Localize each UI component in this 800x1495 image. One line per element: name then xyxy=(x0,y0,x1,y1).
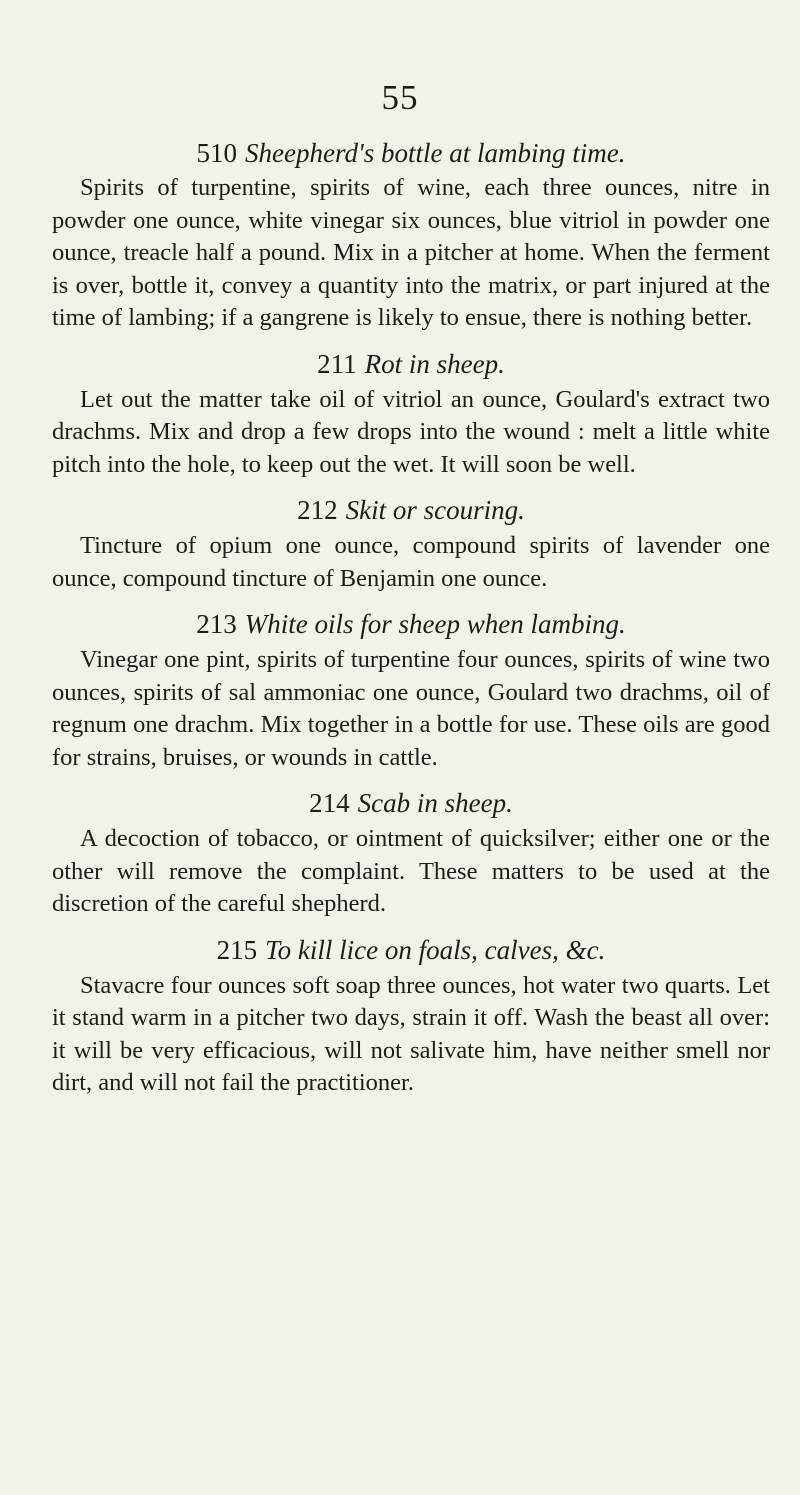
recipe-entry-215 xyxy=(52,933,770,1100)
recipe-entry-213 xyxy=(52,607,770,774)
recipe-body: Spirits of turpentine, spirits of wine, each three ounces, nitre in powder one ounce, white vinegar six ounces, blue vitriol in powder one ounce, treacle half a pound. Mix in a pitcher at home. When the ferment is over, bottle it, convey a quantity into the matrix, or part injured at the time of lambing; if a gangrene is likely to ensue, there is nothing better. xyxy=(52,174,770,331)
recipe-number: 212 xyxy=(297,495,338,525)
recipe-entry-212 xyxy=(52,493,770,595)
recipe-body: Vinegar one pint, spirits of turpentine four ounces, spirits of wine two ounces, spirits of sal ammoniac one ounce, Goulard two drachms, oil of regnum one drachm. Mix together in a bottle for use. These oils are good for strains, bruises, or wounds in cattle. xyxy=(52,646,770,771)
recipe-body: Stavacre four ounces soft soap three ounces, hot water two quarts. Let it stand warm in a pitcher two days, strain it off. Wash the beast all over: it will be very efficacious, will not salivate him, have neither smell nor dirt, and will not fail the practitioner. xyxy=(52,971,770,1096)
recipe-heading xyxy=(52,347,770,381)
recipe-list xyxy=(52,136,770,1100)
page-number: 55 xyxy=(381,78,419,117)
recipe-heading xyxy=(52,493,770,527)
recipe-entry-211 xyxy=(52,347,770,482)
recipe-title: Rot in sheep. xyxy=(364,348,505,379)
recipe-heading xyxy=(52,136,770,170)
recipe-title: To kill lice on foals, calves, &c. xyxy=(265,934,606,965)
recipe-number: 211 xyxy=(317,348,357,379)
recipe-entry-510 xyxy=(52,136,770,335)
recipe-heading xyxy=(52,607,770,641)
recipe-title: Skit or scouring. xyxy=(345,495,525,525)
recipe-body: Tincture of opium one ounce, compound spirits of lavender one ounce, compound tincture of Benjamin one ounce. xyxy=(52,532,770,592)
recipe-title: Scab in sheep. xyxy=(357,788,513,818)
recipe-title: Sheepherd's bottle at lambing time. xyxy=(245,138,626,168)
recipe-body: Let out the matter take oil of vitriol an ounce, Goulard's extract two drachms. Mix and drop a few drops into the wound : melt a little white pitch into the hole, to keep out the wet. It will soon be well. xyxy=(52,385,770,478)
recipe-heading xyxy=(52,786,770,820)
recipe-number: 510 xyxy=(196,138,238,168)
recipe-number: 214 xyxy=(309,788,350,818)
recipe-title: White oils for sheep when lambing. xyxy=(244,609,626,639)
recipe-number: 215 xyxy=(216,934,258,965)
recipe-entry-214 xyxy=(52,786,770,921)
recipe-number: 213 xyxy=(196,609,237,639)
recipe-heading xyxy=(52,933,770,967)
recipe-body: A decoction of tobacco, or ointment of quicksilver; either one or the other will remove the complaint. These matters to be used at the discretion of the careful shepherd. xyxy=(52,825,770,917)
